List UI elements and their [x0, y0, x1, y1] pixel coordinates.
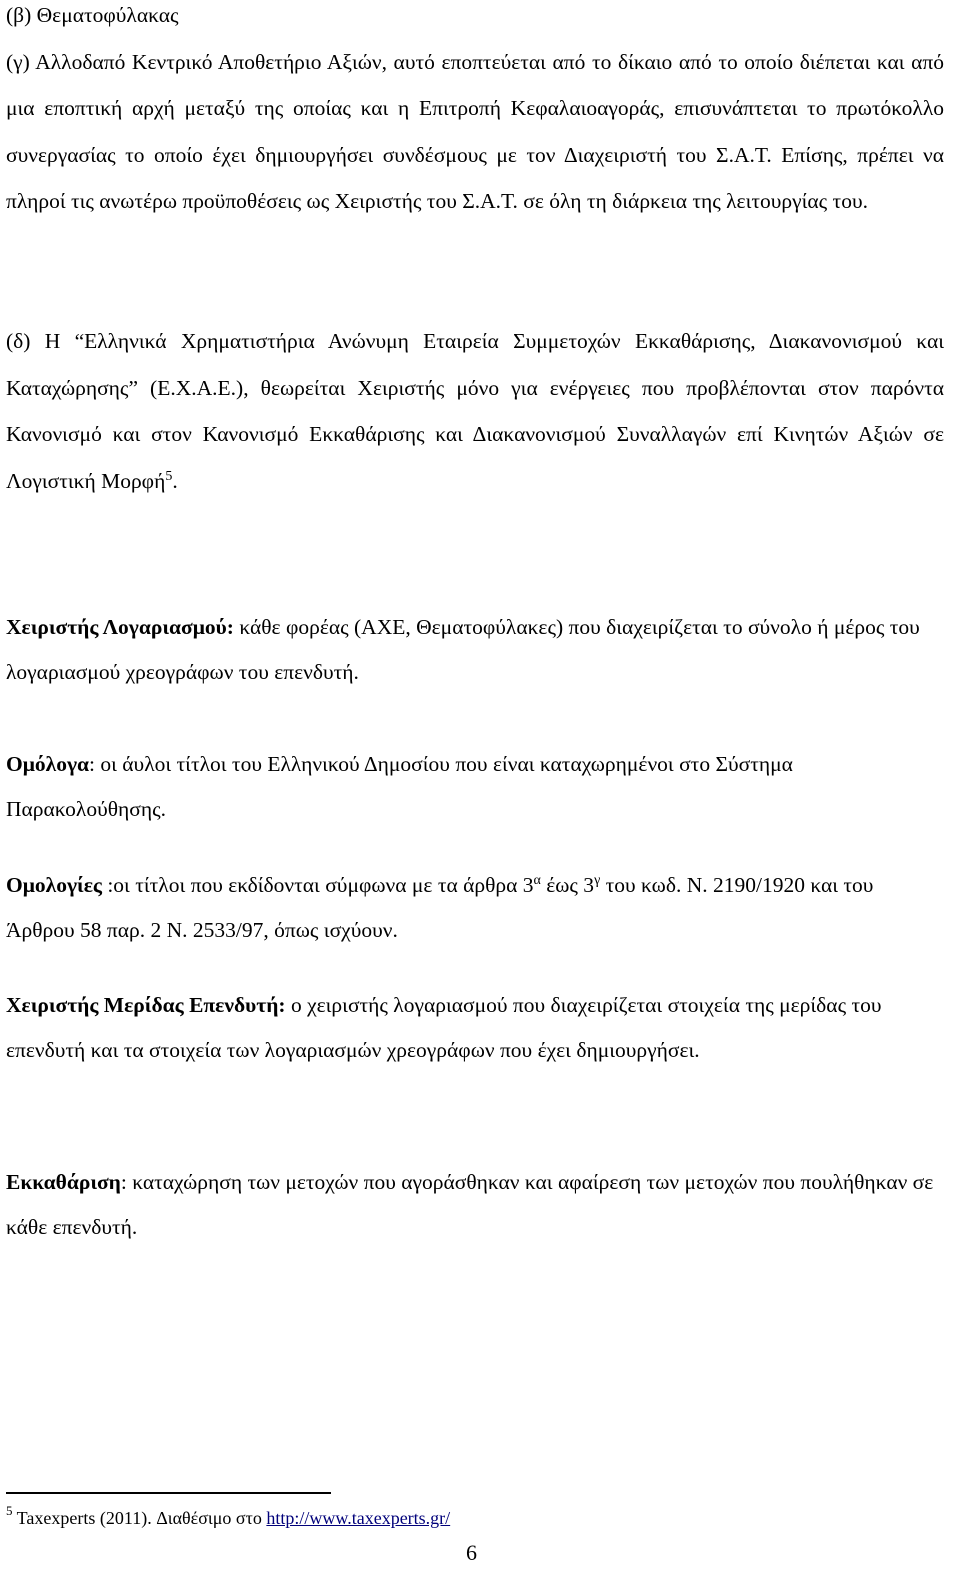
definition-account-operator	[6, 605, 944, 695]
definition-term: Χειριστής Μερίδας Επενδυτή:	[6, 993, 286, 1017]
superscript-alpha: α	[533, 873, 541, 888]
superscript-gamma: γ	[594, 873, 601, 888]
definition-text-c: του κωδ. Ν. 2190/1920 και του Άρθρου 58 παρ. 2 Ν. 2533/97, όπως ισχύουν.	[6, 873, 874, 942]
definition-text: : οι άυλοι τίτλοι του Ελληνικού Δημοσίου που είναι καταχωρημένοι στο Σύστημα Παρακολούθησης.	[6, 752, 793, 821]
definition-text: ο χειριστής λογαριασμού που διαχειρίζεται στοιχεία της μερίδας του επενδυτή και τα στοιχεία των λογαριασμών χρεογράφων που έχει δημιουργήσει.	[6, 993, 882, 1062]
item-delta-text: (δ) Η “Ελληνικά Χρηματιστήρια Ανώνυμη Εταιρεία Συμμετοχών Εκκαθάρισης, Διακανονισμού και Καταχώρησης” (Ε.Χ.Α.Ε.), θεωρείται Χειριστής μόνο για ενέργειες που προβλέπονται στον παρόντα Κανονισμό και στον Κανονισμό Εκκαθάρισης και Διακανονισμού Συναλλαγών επί Κινητών Αξιών σε Λογιστική Μορφή	[6, 329, 944, 493]
item-gamma: (γ) Αλλοδαπό Κεντρικό Αποθετήριο Αξιών, αυτό εποπτεύεται από το δίκαιο από το οποίο διέπεται και από μια εποπτική αρχή μεταξύ της οποίας και η Επιτροπή Κεφαλαιοαγοράς, επισυνάπτεται το πρωτόκολλο συνεργασίας το οποίο έχει δημιουργήσει συνδέσμους με τον Διαχειριστή του Σ.Α.Τ. Επίσης, πρέπει να πληροί τις ανωτέρω προϋποθέσεις ως Χειριστής του Σ.Α.Τ. σε όλη τη διάρκεια της λειτουργίας του.	[6, 49, 944, 213]
definition-term: Εκκαθάριση	[6, 1170, 121, 1194]
footnote-text: Taxexperts (2011). Διαθέσιμο στο	[12, 1508, 267, 1528]
footnote	[6, 1505, 450, 1531]
footnote-link[interactable]: http://www.taxexperts.gr/	[266, 1508, 451, 1528]
definition-corporate-bonds	[6, 863, 944, 953]
footnote-reference[interactable]: 5	[165, 468, 173, 484]
definition-text: : καταχώρηση των μετοχών που αγοράσθηκαν και αφαίρεση των μετοχών που πουλήθηκαν σε κάθε επενδυτή.	[6, 1170, 934, 1239]
item-beta: (β) Θεματοφύλακας	[6, 3, 179, 27]
footnote-separator	[6, 1492, 331, 1494]
definition-clearing	[6, 1160, 944, 1250]
definition-bonds	[6, 742, 944, 832]
definition-investor-share-operator	[6, 983, 944, 1073]
page-number: 6	[466, 1540, 477, 1565]
item-delta-end: .	[172, 468, 178, 493]
definition-term: Χειριστής Λογαριασμού:	[6, 615, 234, 639]
definition-text-a: :οι τίτλοι που εκδίδονται σύμφωνα με τα άρθρα 3	[101, 873, 534, 897]
paragraph-beta-gamma	[6, 0, 944, 225]
footnote-number: 5	[6, 1503, 13, 1518]
definition-term: Ομολογίες	[6, 873, 102, 897]
definition-text: κάθε φορέας (ΑΧΕ, Θεματοφύλακες) που διαχειρίζεται το σύνολο ή μέρος του λογαριασμού χρεογράφων του επενδυτή.	[6, 615, 920, 684]
definition-text-b: έως 3	[540, 873, 595, 897]
definition-term: Ομόλογα	[6, 752, 90, 776]
paragraph-delta	[6, 318, 944, 504]
